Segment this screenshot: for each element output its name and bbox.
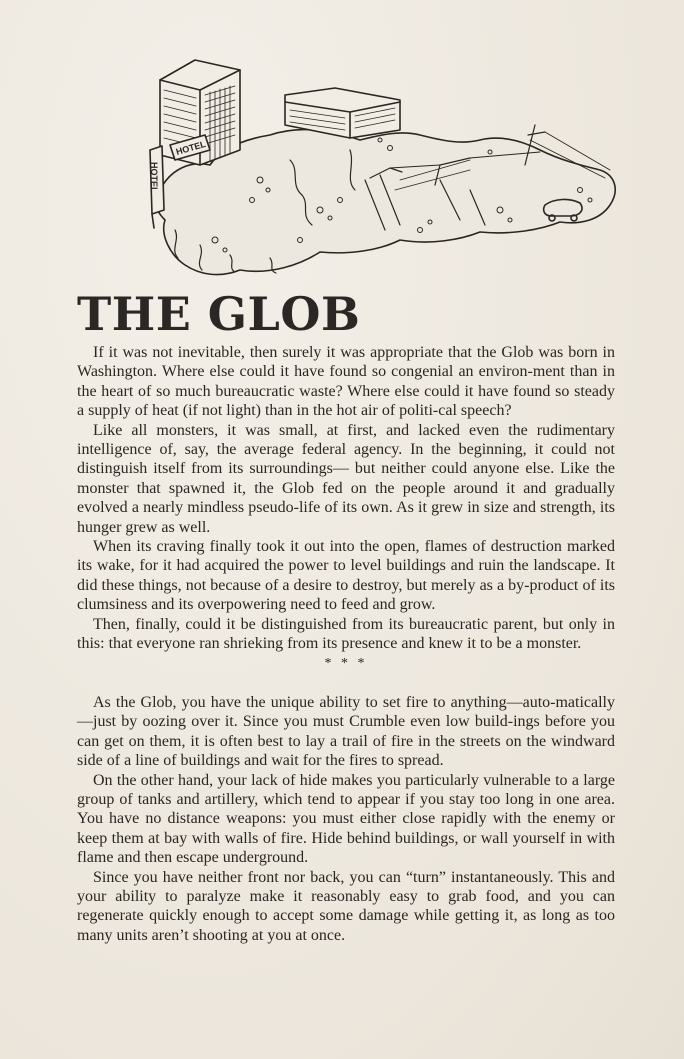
paragraph: As the Glob, you have the unique ability to set fire to anything—auto-matically—just by oozing over it. Since you must Crumble even low build-ings before you can get on them, it is often best to lay a trail of fire in the streets on the windward side of a line of buildings and wait for the fires to spread.	[77, 693, 615, 770]
hotel-sign-text: HOTEL	[174, 138, 207, 157]
body-text	[77, 343, 615, 945]
hotel-sign-vertical-text: HOTEL	[149, 162, 159, 193]
section-separator: * * *	[324, 655, 368, 671]
paragraph: Like all monsters, it was small, at first, and lacked even the rudimentary intelligence of, say, the average federal agency. In the beginning, it could not distinguish itself from its surroundings— but neither could anyone else. Like the monster that spawned it, the Glob fed on the people around it and gradually evolved a nearly mindless pseudo-life of its own. As it grew in size and strength, its hunger grew as well.	[77, 421, 615, 536]
page-title: THE GLOB	[77, 287, 361, 341]
paragraph: On the other hand, your lack of hide makes you particularly vulnerable to a large group of tanks and artillery, which tend to appear if you stay too long in one area. You have no distance weapons: you must either close rapidly with the enemy or keep them at bay with walls of fire. Hide behind buildings, or wall yourself in with flame and then escape underground.	[77, 771, 615, 867]
glob-illustration	[140, 40, 630, 290]
paragraph: Then, finally, could it be distinguished from its bureaucratic parent, but only in this: that everyone ran shrieking from its presence and knew it to be a monster.	[77, 615, 615, 653]
paragraph: Since you have neither front nor back, you can “turn” instantaneously. This and your ability to paralyze make it reasonably easy to grab food, and you can regenerate quickly enough to accept some damage while getting it, as long as too many units aren’t shooting at you at once.	[77, 868, 615, 944]
paragraph: When its craving finally took it out into the open, flames of destruction marked its wake, for it had acquired the power to level buildings and ruin the landscape. It did these things, not because of a desire to destroy, but merely as a by-product of its clumsiness and its overpowering need to feed and grow.	[77, 538, 615, 614]
paragraph: If it was not inevitable, then surely it was appropriate that the Glob was born in Washington. Where else could it have found so congenial an environ-ment than in the heart of so much bureaucratic waste? Where else could it have found so steady a supply of heat (if not light) than in the hot air of politi-cal speech?	[77, 344, 615, 420]
